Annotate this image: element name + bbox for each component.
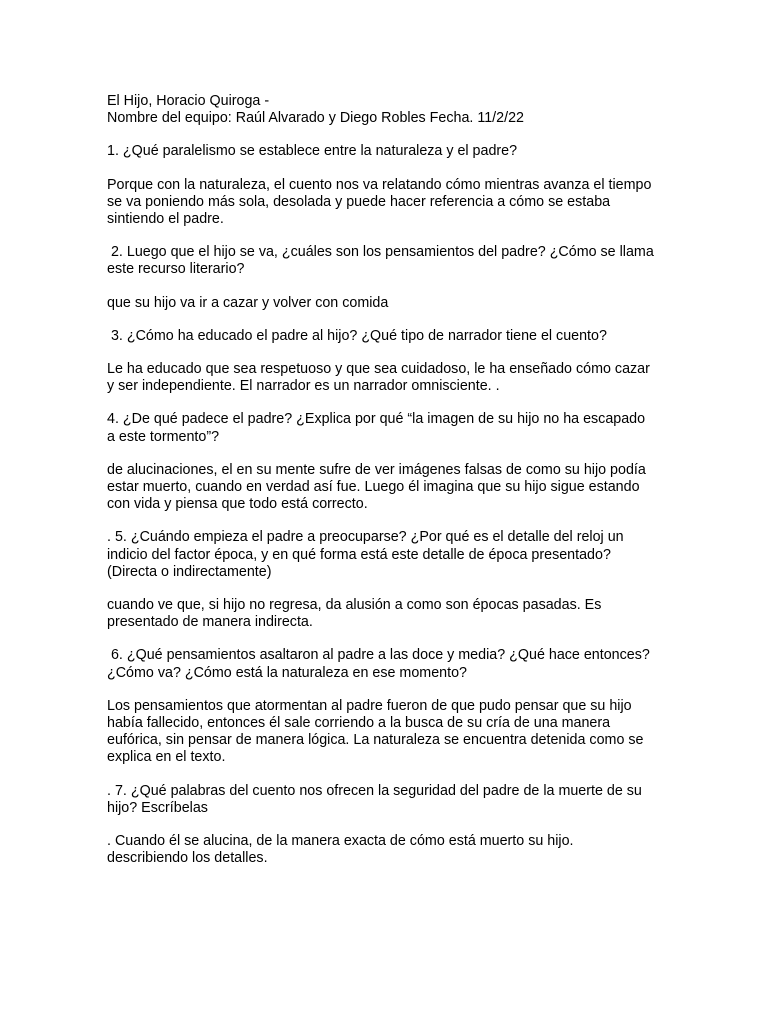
answer-6 (107, 698, 687, 767)
question-3 (107, 328, 687, 345)
question-line: (Directa o indirectamente) (107, 563, 272, 580)
answer-line: eufórica, sin pensar de manera lógica. La naturaleza se encuentra detenida como se (107, 732, 644, 749)
answer-line: estar muerto, cuando en verdad así fue. Luego él imagina que su hijo sigue estando (107, 479, 640, 496)
answer-line: con vida y piensa que todo está correcto. (107, 496, 368, 513)
answer-1 (107, 177, 687, 229)
question-line: hijo? Escríbelas (107, 799, 208, 816)
answer-line: describiendo los detalles. (107, 850, 268, 867)
document-header (107, 93, 687, 127)
question-line: 2. Luego que el hijo se va, ¿cuáles son los pensamientos del padre? ¿Cómo se llama (107, 244, 654, 261)
team-and-date-line: Nombre del equipo: Raúl Alvarado y Diego Robles Fecha. 11/2/22 (107, 110, 524, 127)
question-5 (107, 529, 687, 581)
answer-line: presentado de manera indirecta. (107, 614, 313, 631)
question-line: . 5. ¿Cuándo empieza el padre a preocuparse? ¿Por qué es el detalle del reloj un (107, 529, 624, 546)
document-page (107, 93, 687, 868)
question-2 (107, 244, 687, 278)
answer-line: Le ha educado que sea respetuoso y que sea cuidadoso, le ha enseñado cómo cazar (107, 361, 650, 378)
answer-4 (107, 462, 687, 514)
answer-5 (107, 597, 687, 631)
question-6 (107, 647, 687, 681)
answer-line: había fallecido, entonces él sale corriendo a la busca de su cría de una manera (107, 715, 611, 732)
answer-line: . Cuando él se alucina, de la manera exacta de cómo está muerto su hijo. (107, 833, 574, 850)
question-line: indicio del factor época, y en qué forma está este detalle de época presentado? (107, 546, 611, 563)
question-line: 3. ¿Cómo ha educado el padre al hijo? ¿Qué tipo de narrador tiene el cuento? (107, 327, 607, 344)
question-line: 4. ¿De qué padece el padre? ¿Explica por qué “la imagen de su hijo no ha escapado (107, 411, 646, 428)
question-4 (107, 411, 687, 445)
answer-line: Los pensamientos que atormentan al padre fueron de que pudo pensar que su hijo (107, 697, 632, 714)
question-line: ¿Cómo va? ¿Cómo está la naturaleza en ese momento? (107, 664, 467, 681)
answer-line: que su hijo va ir a cazar y volver con comida (107, 294, 389, 311)
answer-line: Porque con la naturaleza, el cuento nos va relatando cómo mientras avanza el tiempo (107, 176, 652, 193)
answer-line: cuando ve que, si hijo no regresa, da alusión a como son épocas pasadas. Es (107, 597, 602, 614)
question-1 (107, 143, 687, 160)
title-line: El Hijo, Horacio Quiroga - (107, 93, 270, 109)
answer-line: explica en el texto. (107, 749, 226, 766)
question-line: 6. ¿Qué pensamientos asaltaron al padre a las doce y media? ¿Qué hace entonces? (107, 647, 650, 664)
question-7 (107, 783, 687, 817)
answer-line: de alucinaciones, el en su mente sufre de ver imágenes falsas de como su hijo podía (107, 461, 646, 478)
answer-line: y ser independiente. El narrador es un narrador omnisciente. . (107, 378, 500, 395)
question-line: a este tormento”? (107, 428, 220, 445)
answer-line: se va poniendo más sola, desolada y puede hacer referencia a cómo se estaba (107, 193, 611, 210)
question-line: 1. ¿Qué paralelismo se establece entre la naturaleza y el padre? (107, 143, 518, 160)
answer-line: sintiendo el padre. (107, 211, 224, 228)
answer-7 (107, 833, 687, 867)
answer-2 (107, 295, 687, 312)
question-line: . 7. ¿Qué palabras del cuento nos ofrecen la seguridad del padre de la muerte de su (107, 782, 642, 799)
question-line: este recurso literario? (107, 261, 245, 278)
answer-3 (107, 361, 687, 395)
